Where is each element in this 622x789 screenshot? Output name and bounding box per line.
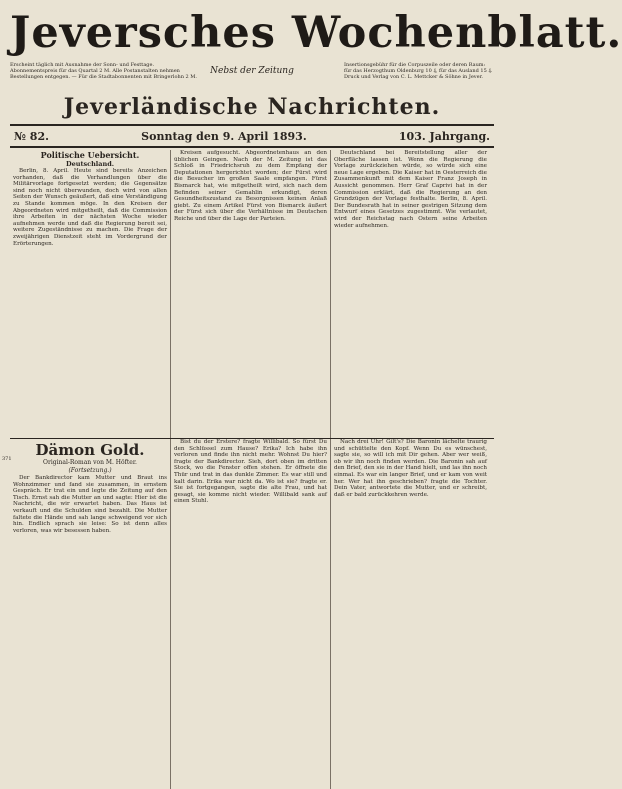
issue-number: № 82. xyxy=(14,129,49,143)
section-subheading: Deutschland. xyxy=(65,160,115,168)
feuilleton-columns xyxy=(10,439,494,789)
story-subtitle: Original-Roman von M. Höfter. xyxy=(43,459,137,466)
story-title: Dämon Gold. xyxy=(35,441,145,459)
column-politics xyxy=(10,150,170,438)
story-column-middle xyxy=(170,439,330,789)
supplement-title: Jeverländische Nachrichten. xyxy=(63,94,441,120)
story-column-left xyxy=(10,439,170,789)
story-column-right xyxy=(330,439,490,789)
article-text: Berlin, 8. April. Heute sind bereits Anzeichen vorhanden, daß die Verhandlungen über die Militärvorlage fortgesetzt werden; die Gegensätze sind noch nicht überwunden, doch wird von allen Seiten der Wunsch geäußert, daß eine Verständigung zu Stande kommen möge. In den Kreisen der Abgeordneten wird mitgetheilt, daß die Commission ihre Arbeiten in der nächsten Woche wieder aufnehmen werde und daß die Regierung bereit sei, weitere Zugeständnisse zu machen. Die Frage der zweijährigen Dienstzeit steht im Vordergrund der Erörterungen. xyxy=(13,168,167,247)
margin-number: 371 xyxy=(2,456,12,462)
story-text: Der Bankdirector kam Mutter und Braut ins Wohnzimmer und fand sie zusammen, in ernstem Gespräch. Er trat ein und legte die Zeitung auf den Tisch. Ernst sah die Mutter an und sagte: Hier ist die Nachricht, die wir erwartet haben. Das Haus ist verkauft und die Schulden sind bezahlt. Die Mutter faltete die Hände und sah lange schweigend vor sich hin. Endlich sprach sie leise: So ist denn alles verloren, was wir besessen haben. xyxy=(13,475,167,534)
column-middle xyxy=(170,150,330,438)
volume-number: 103. Jahrgang. xyxy=(398,129,490,143)
article-text: Kreisen aufgesucht. Abgeordnetenhaus an den üblichen Geingen. Nach der M. Zeitung ist das Schloß in Friedrichsruh zu dem Empfang der Deputationen hergerichtet worden; der Fürst wird die Besucher im großen Saale empfangen. Fürst Bismarck hat, wie mitgetheilt wird, sich nach dem Befinden seiner Gemahlin erkundigt, deren Gesundheitszustand zu Besorgnissen keinen Anlaß giebt. Zu einem Artikel Fürst von Bismarck äußert der Fürst sich über die Verhältnisse im Deutschen Reiche und über die Lage der Parteien. xyxy=(174,150,327,222)
column-right xyxy=(330,150,490,438)
masthead-title: Jeversches Wochenblatt. xyxy=(10,8,622,58)
advertising-info: Insertionsgebühr für die Corpuszeile oder deren Raum: für das Herzogthum Oldenburg 10 ₰, für das Ausland 15 ₰. Druck und Verlag von C. L. Mettcker & Söhne in Jever. xyxy=(344,62,493,80)
story-continuation: (Fortsetzung.) xyxy=(68,467,112,474)
issue-date: Sonntag den 9. April 1893. xyxy=(141,129,307,143)
story-text: Bist du der Erstere? fragte Willibald. So fürst Du den Schlüssel zum Hause? Erika? Ich habe ihn verloren und finde ihn nicht mehr. Wohnst Du hier? fragte der Bankdirector. Sieh, dort oben im dritten Stock, wo die Fenster offen stehen. Er öffnete die Thür und trat in das dunkle Zimmer. Es war still und kalt darin. Erika war nicht da. Wo ist sie? fragte er. Sie ist fortgegangen, sagte die alte Frau, und hat gesagt, sie komme nicht wieder. Willibald sank auf einen Stuhl. xyxy=(174,439,327,505)
article-text: Deutschland bei Bereitstellung aller der Oberfläche lassen ist. Wenn die Regierung die Vorlage zurückziehen würde, so würde sich eine neue Lage ergeben. Die Kaiser hat in Oesterreich die Zusammenkunft mit dem Kaiser Franz Joseph in Aussicht genommen. Herr Graf Caprivi hat in der Commission erklärt, daß die Regierung an den Grundzügen der Vorlage festhalte. Berlin, 8. April. Der Bundesrath hat in seiner gestrigen Sitzung dem Entwurf eines Gesetzes zugestimmt. Wie verlautet, wird der Reichstag nach Ostern seine Arbeiten wieder aufnehmen. xyxy=(334,150,487,229)
upper-columns xyxy=(10,150,494,438)
story-text: Nach drei Uhr! Gilt's? Die Baronin lächelte traurig und schüttelte den Kopf. Wenn Du es wünschest, sagte sie, so will ich mit Dir gehen. Aber wer weiß, ob wir ihn noch finden werden. Die Baronin sah auf den Brief, den sie in der Hand hielt, und las ihn noch einmal. Es war ein langer Brief, und er kam von weit her. Wer hat ihn geschrieben? fragte die Tochter. Dein Vater, antwortete die Mutter, und er schreibt, daß er bald zurückkehren werde. xyxy=(334,439,487,498)
supplement-note: Nebst der Zeitung xyxy=(210,66,294,76)
subscription-info: Erscheint täglich mit Ausnahme der Sonn- und Festtage. Abonnementspreis für das Quartal 2 M. Alle Postanstalten nehmen Bestellungen entgegen. — Für die Stadtabonnenten mit Bringerlohn 2 M. xyxy=(10,62,197,80)
section-heading: Politische Uebersicht. xyxy=(40,150,140,160)
dateline xyxy=(10,124,494,148)
